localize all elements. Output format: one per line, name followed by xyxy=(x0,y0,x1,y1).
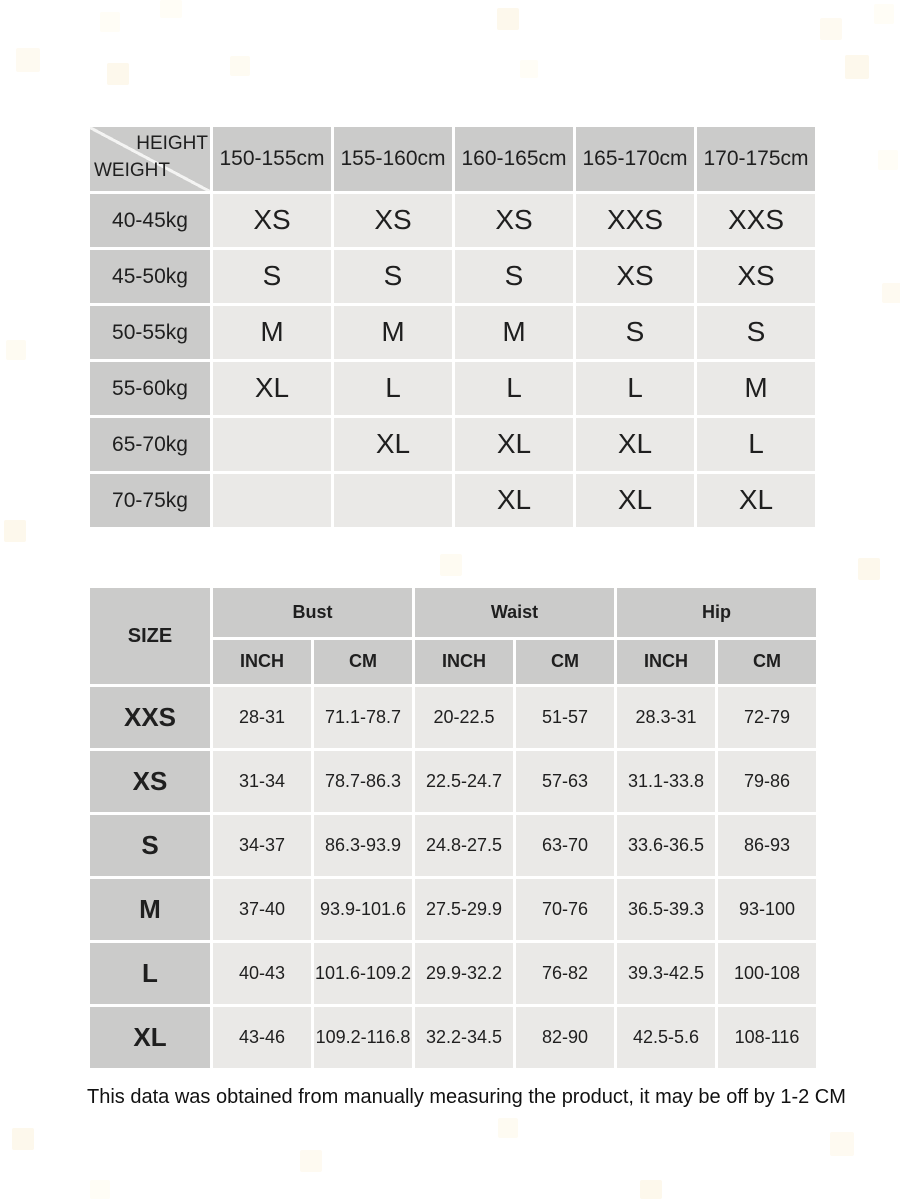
size-cell: S xyxy=(213,250,331,303)
height-column-header: 155-160cm xyxy=(334,127,452,191)
artifact-speck xyxy=(640,1180,662,1199)
size-cell: XL xyxy=(576,418,694,471)
artifact-speck xyxy=(230,56,250,76)
weight-row-header: 65-70kg xyxy=(90,418,210,471)
artifact-speck xyxy=(90,1180,110,1199)
size-cell: M xyxy=(697,362,815,415)
measurement-value: 43-46 xyxy=(213,1007,311,1068)
artifact-speck xyxy=(100,12,120,32)
measurement-value: 93.9-101.6 xyxy=(314,879,412,940)
measurement-value: 34-37 xyxy=(213,815,311,876)
measurement-value: 76-82 xyxy=(516,943,614,1004)
artifact-speck xyxy=(874,4,894,24)
measurement-value: 42.5-5.6 xyxy=(617,1007,715,1068)
size-cell: M xyxy=(455,306,573,359)
weight-row-header: 40-45kg xyxy=(90,194,210,247)
measurement-value: 33.6-36.5 xyxy=(617,815,715,876)
artifact-speck xyxy=(4,520,26,542)
measurement-value: 28.3-31 xyxy=(617,687,715,748)
unit-header-cm: CM xyxy=(718,640,816,684)
weight-row-header: 50-55kg xyxy=(90,306,210,359)
weight-row-header: 70-75kg xyxy=(90,474,210,527)
size-cell-empty xyxy=(334,474,452,527)
height-weight-corner-cell xyxy=(90,127,210,191)
size-cell: XL xyxy=(455,474,573,527)
measurement-value: 31.1-33.8 xyxy=(617,751,715,812)
size-row-label: M xyxy=(90,879,210,940)
size-cell: XS xyxy=(697,250,815,303)
size-cell: XL xyxy=(213,362,331,415)
artifact-speck xyxy=(12,1128,34,1150)
size-cell: XS xyxy=(334,194,452,247)
height-column-header: 150-155cm xyxy=(213,127,331,191)
size-cell: S xyxy=(334,250,452,303)
size-row-label: XS xyxy=(90,751,210,812)
height-weight-size-table xyxy=(90,127,815,527)
size-cell: XS xyxy=(576,250,694,303)
artifact-speck xyxy=(830,1132,854,1156)
unit-header-inch: INCH xyxy=(617,640,715,684)
unit-header-inch: INCH xyxy=(415,640,513,684)
size-cell: XL xyxy=(576,474,694,527)
weight-row-header: 45-50kg xyxy=(90,250,210,303)
artifact-speck xyxy=(820,18,842,40)
measurement-value: 63-70 xyxy=(516,815,614,876)
measurement-value: 78.7-86.3 xyxy=(314,751,412,812)
measurement-value: 36.5-39.3 xyxy=(617,879,715,940)
hip-group-header: Hip xyxy=(617,588,816,637)
corner-height-label: HEIGHT xyxy=(136,133,208,154)
measurement-value: 86-93 xyxy=(718,815,816,876)
measurement-value: 93-100 xyxy=(718,879,816,940)
measurement-value: 86.3-93.9 xyxy=(314,815,412,876)
measurement-value: 101.6-109.2 xyxy=(314,943,412,1004)
size-cell: L xyxy=(697,418,815,471)
artifact-speck xyxy=(858,558,880,580)
size-cell: L xyxy=(455,362,573,415)
size-cell: XXS xyxy=(697,194,815,247)
artifact-speck xyxy=(882,283,900,303)
measurement-value: 71.1-78.7 xyxy=(314,687,412,748)
size-cell: XL xyxy=(697,474,815,527)
waist-group-header: Waist xyxy=(415,588,614,637)
size-row-label: XXS xyxy=(90,687,210,748)
measurement-value: 22.5-24.7 xyxy=(415,751,513,812)
size-cell: L xyxy=(576,362,694,415)
artifact-speck xyxy=(440,554,462,576)
measurement-value: 79-86 xyxy=(718,751,816,812)
height-column-header: 170-175cm xyxy=(697,127,815,191)
measurement-value: 72-79 xyxy=(718,687,816,748)
bust-group-header: Bust xyxy=(213,588,412,637)
measurement-value: 32.2-34.5 xyxy=(415,1007,513,1068)
measurement-value: 20-22.5 xyxy=(415,687,513,748)
size-cell: XXS xyxy=(576,194,694,247)
size-cell: S xyxy=(697,306,815,359)
artifact-speck xyxy=(878,150,898,170)
unit-header-cm: CM xyxy=(314,640,412,684)
artifact-speck xyxy=(300,1150,322,1172)
size-cell: S xyxy=(576,306,694,359)
size-cell-empty xyxy=(213,474,331,527)
measurement-value: 31-34 xyxy=(213,751,311,812)
corner-weight-label: WEIGHT xyxy=(94,160,170,182)
measurement-value: 70-76 xyxy=(516,879,614,940)
height-column-header: 165-170cm xyxy=(576,127,694,191)
size-cell: XL xyxy=(455,418,573,471)
measurement-value: 27.5-29.9 xyxy=(415,879,513,940)
measurement-value: 57-63 xyxy=(516,751,614,812)
size-column-header: SIZE xyxy=(90,588,210,684)
measurement-value: 109.2-116.8 xyxy=(314,1007,412,1068)
measurement-value: 108-116 xyxy=(718,1007,816,1068)
measurement-value: 100-108 xyxy=(718,943,816,1004)
size-row-label: S xyxy=(90,815,210,876)
artifact-speck xyxy=(160,0,182,18)
size-cell: M xyxy=(334,306,452,359)
size-row-label: L xyxy=(90,943,210,1004)
artifact-speck xyxy=(6,340,26,360)
artifact-speck xyxy=(107,63,129,85)
artifact-speck xyxy=(845,55,869,79)
size-cell: S xyxy=(455,250,573,303)
size-cell: XS xyxy=(455,194,573,247)
unit-header-cm: CM xyxy=(516,640,614,684)
size-cell: M xyxy=(213,306,331,359)
measurement-value: 24.8-27.5 xyxy=(415,815,513,876)
size-cell: XS xyxy=(213,194,331,247)
measurement-value: 82-90 xyxy=(516,1007,614,1068)
size-cell: L xyxy=(334,362,452,415)
height-column-header: 160-165cm xyxy=(455,127,573,191)
measurement-value: 37-40 xyxy=(213,879,311,940)
body-measurement-table xyxy=(90,588,816,1068)
measurement-value: 51-57 xyxy=(516,687,614,748)
artifact-speck xyxy=(497,8,519,30)
measurement-value: 39.3-42.5 xyxy=(617,943,715,1004)
measurement-value: 40-43 xyxy=(213,943,311,1004)
measurement-disclaimer: This data was obtained from manually measuring the product, it may be off by 1-2 CM xyxy=(87,1086,846,1108)
measurement-value: 29.9-32.2 xyxy=(415,943,513,1004)
weight-row-header: 55-60kg xyxy=(90,362,210,415)
artifact-speck xyxy=(16,48,40,72)
unit-header-inch: INCH xyxy=(213,640,311,684)
size-cell: XL xyxy=(334,418,452,471)
size-row-label: XL xyxy=(90,1007,210,1068)
size-cell-empty xyxy=(213,418,331,471)
measurement-value: 28-31 xyxy=(213,687,311,748)
artifact-speck xyxy=(498,1118,518,1138)
artifact-speck xyxy=(520,60,538,78)
